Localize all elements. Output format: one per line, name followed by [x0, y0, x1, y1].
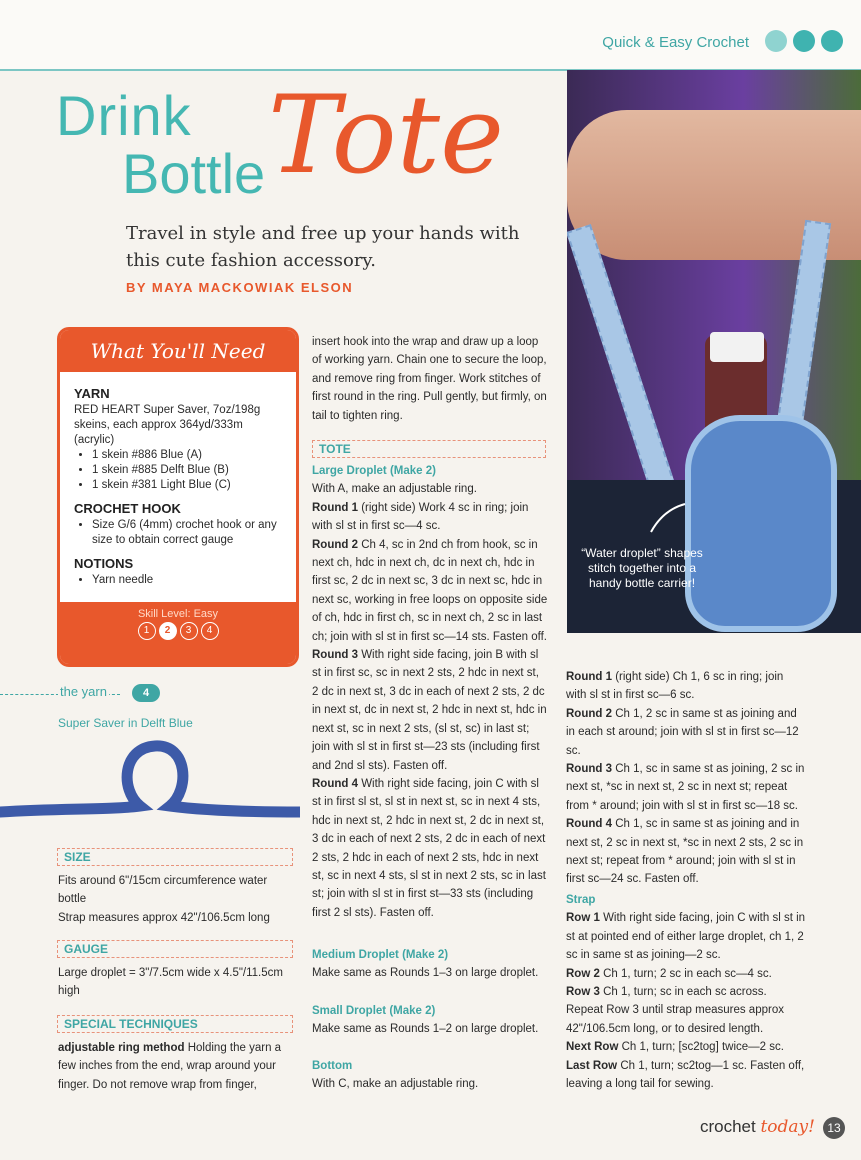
dot-icon: [765, 30, 787, 52]
skill-label: Skill Level: Easy: [137, 608, 219, 620]
skill-level-3: 3: [180, 622, 198, 640]
round-label: Round 3: [312, 649, 358, 662]
deck-text: Travel in style and free up your hands with this cute fashion accessory.: [126, 223, 520, 271]
round-label: Round 4: [312, 777, 358, 790]
round-text: With right side facing, join B with sl st in first sc, sc in next 2 sts, 2 hdc in next st, 2 dc in next st, 3 dc in each of next 2 sts, 2 dc in next st, dc in next st, 2 hdc in next st, hdc in next st, sc in next 2 sts, (sl st, sc) in last st; join with sl st in first st—23 sts (including first and 2nd sl sts). Fasten off.: [312, 649, 547, 772]
large-intro: With A, make an adjustable ring.: [312, 483, 477, 496]
skill-level-2: 2: [159, 622, 177, 640]
yarn-item: • 1 skein #886 Blue (A): [92, 448, 282, 463]
row-label: Row 3: [566, 986, 600, 999]
row-label: Next Row: [566, 1041, 619, 1054]
yarn-item: • 1 skein #885 Delft Blue (B): [92, 463, 282, 478]
row-text: Ch 1, turn; 2 sc in each sc—4 sc.: [603, 967, 772, 980]
title-line-2: Bottle: [122, 142, 266, 205]
tote-heading: TOTE: [312, 440, 546, 458]
small-text: Make same as Rounds 1–2 on large droplet.: [312, 1023, 539, 1036]
row-text: Repeat Row 3 until strap measures approx 42"/106.5cm long, or to desired length.: [566, 1004, 784, 1035]
yarn-weight-badge: 4: [132, 684, 160, 702]
dot-icon: [793, 30, 815, 52]
row-label: Row 2: [566, 967, 600, 980]
round-label: Round 3: [566, 763, 612, 776]
medium-text: Make same as Rounds 1–3 on large droplet.: [312, 967, 539, 980]
title-line-1: Drink: [56, 84, 192, 147]
title-accent: Tote: [268, 73, 504, 198]
round-label: Round 4: [566, 818, 612, 831]
yarn-desc: RED HEART Super Saver, 7oz/198g skeins, each approx 364yd/333m (acrylic): [74, 404, 261, 446]
skill-level-1: 1: [138, 622, 156, 640]
header-dots: [765, 30, 843, 52]
round-text: Ch 4, sc in 2nd ch from hook, sc in next ch, hdc in next ch, dc in next ch, hdc in first sc, 2 dc in next sc, 3 dc in next sc, hdc in next sc, working in free loops on opposite side of ch, hdc in first ch, sc in next ch, 2 sc in last ch; join with sl st in first sc—14 sts. Fasten off.: [312, 538, 548, 643]
row-label: Row 1: [566, 912, 600, 925]
skill-level-4: 4: [201, 622, 219, 640]
size-text: Fits around 6"/15cm circumference water bottle: [58, 875, 268, 906]
needs-title: What You'll Need: [60, 330, 296, 372]
round-label: Round 2: [312, 538, 358, 551]
row-text: Ch 1, turn; sc in each sc across.: [603, 986, 767, 999]
brand-accent: today!: [760, 1117, 815, 1137]
round-label: Round 2: [566, 707, 612, 720]
round-text: Ch 1, sc in same st as joining, 2 sc in next st, *sc in next st, 2 sc in next st; repeat from * around; join with sl st in first sc—18 sc.: [566, 763, 805, 812]
yarn-item: • 1 skein #381 Light Blue (C): [92, 478, 282, 493]
yarn-label: the yarn: [60, 684, 107, 699]
round-label: Round 1: [566, 671, 612, 683]
size-heading: SIZE: [57, 848, 293, 866]
bottle-cap-shape: [710, 332, 764, 362]
row-text: With right side facing, join C with sl st in st at pointed end of either large droplet, ch 1, 2 sc in same st as joining—2 sc.: [566, 912, 806, 962]
round-text: With right side facing, join C with sl st in first sl st, sl st in next st, sc in next 4 sts, hdc in next st, 2 hdc in next st, 2 dc in next st, 3 dc in each of next 2 sts, 2 dc in each of next 2 sts, 2 hdc in each of next 2 sts, hdc in next st, sc in next 4 sts, sl st in next 2 sts, sc in last st; join with sl st in first st—33 sts (including first 2 sl sts). Fasten off.: [312, 777, 546, 919]
footer-brand: [700, 1117, 815, 1137]
notions-item: • Yarn needle: [92, 573, 282, 588]
notions-heading: NOTIONS: [74, 556, 134, 571]
yarn-loop-icon: [0, 730, 300, 830]
yarn-name: Super Saver in Delft Blue: [58, 716, 193, 730]
medium-droplet-heading: Medium Droplet (Make 2): [312, 949, 449, 961]
round-text: (right side) Ch 1, 6 sc in ring; join with sl st in first sc—6 sc.: [566, 671, 784, 702]
dot-icon: [821, 30, 843, 52]
byline: BY MAYA MACKOWIAK ELSON: [126, 280, 354, 295]
gauge-heading: GAUGE: [57, 940, 293, 958]
hook-heading: CROCHET HOOK: [74, 501, 181, 516]
section-name: Quick & Easy Crochet: [602, 34, 749, 51]
col2-continuation: insert hook into the wrap and draw up a loop of working yarn. Chain one to secure the loop, and remove ring from finger. Work stitches of first round in the ring. Pull gently, but firmly, on tail to tighten ring.: [312, 336, 547, 422]
round-text: (right side) Work 4 sc in ring; join with sl st in first sc—4 sc.: [312, 501, 529, 533]
large-droplet-heading: Large Droplet (Make 2): [312, 465, 436, 477]
yarn-bar: [0, 682, 290, 706]
pointer-line-icon: [649, 500, 689, 534]
strap-heading: Strap: [566, 894, 596, 906]
size-text: Strap measures approx 42"/106.5cm long: [58, 911, 270, 924]
tote-shape: [685, 415, 837, 632]
round-text: Ch 1, sc in same st as joining and in next st, 2 sc in next st, *sc in next 2 sts, 2 sc in next st; repeat from * around; join with sl st in first sc—24 sc. Fasten off.: [566, 818, 804, 886]
page-number: 13: [823, 1117, 845, 1139]
top-bar: [0, 0, 861, 71]
skill-level: [60, 602, 296, 664]
row-label: Last Row: [566, 1059, 618, 1072]
row-text: Ch 1, turn; [sc2tog] twice—2 sc.: [621, 1041, 784, 1054]
yarn-heading: YARN: [74, 386, 110, 401]
row-text: Ch 1, turn; sc2tog—1 sc. Fasten off, leaving a long tail for sewing.: [566, 1059, 805, 1091]
bottom-heading: Bottom: [312, 1060, 353, 1072]
round-label: Round 1: [312, 501, 358, 514]
gauge-text: Large droplet = 3"/7.5cm wide x 4.5"/11.5cm high: [58, 967, 283, 998]
hook-item: • Size G/6 (4mm) crochet hook or any size to obtain correct gauge: [92, 518, 282, 548]
what-you-need-box: [57, 327, 299, 667]
round-text: Ch 1, 2 sc in same st as joining and in each st around; join with sl st in first sc—12 sc.: [566, 707, 799, 757]
techniques-heading: SPECIAL TECHNIQUES: [57, 1015, 293, 1033]
photo-caption: “Water droplet” shapes stitch together into a handy bottle carrier!: [581, 546, 703, 590]
technique-term: adjustable ring method: [58, 1042, 185, 1054]
bottom-text: With C, make an adjustable ring.: [312, 1078, 479, 1091]
small-droplet-heading: Small Droplet (Make 2): [312, 1005, 436, 1017]
technique-text: Holding the yarn a few inches from the end, wrap around your finger. Do not remove wrap from finger,: [58, 1042, 282, 1091]
brand-name: crochet: [699, 1117, 756, 1136]
